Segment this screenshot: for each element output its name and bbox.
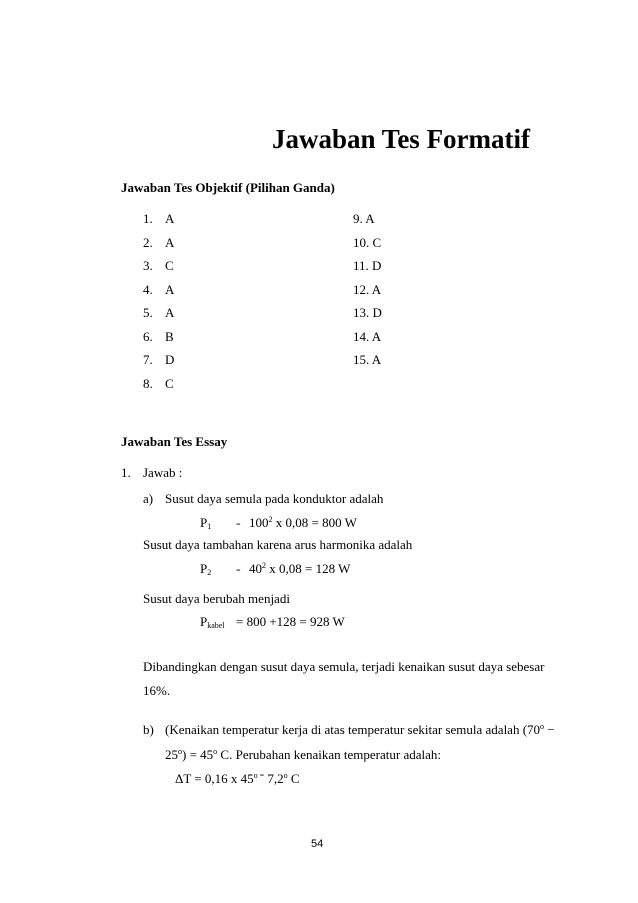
- answer-number: 3.: [143, 258, 153, 273]
- page-title: Jawaban Tes Formatif: [272, 124, 531, 154]
- comparison-line-2: 16%.: [143, 683, 171, 698]
- answer-choice: B: [165, 328, 174, 344]
- answer-choice: A: [165, 211, 175, 226]
- equation-p1-value: $100^2$ x 0,08 = 800 W: [249, 515, 357, 530]
- answer-item: [143, 258, 174, 274]
- answer-item: [143, 376, 174, 392]
- page-number: 54: [311, 838, 324, 850]
- comparison-line-1: Dibandingkan dengan susut daya semula, terjadi kenaikan susut daya sebesar: [143, 659, 545, 674]
- answer-item: 12. A: [353, 281, 382, 297]
- answer-choice: D: [165, 352, 175, 367]
- answer-number: 6.: [143, 328, 153, 344]
- answer-choice: A: [165, 305, 175, 320]
- answer-item: 15. A: [353, 352, 382, 367]
- answer-choice: A: [165, 281, 175, 297]
- equation-p1-symbol: $P_1$: [200, 515, 212, 531]
- answer-item: 9. A: [353, 211, 375, 226]
- answer-item: 13. D: [353, 305, 382, 320]
- additional-loss-text: Susut daya tambahan karena arus harmonika adalah: [143, 537, 413, 552]
- answer-item: [143, 305, 174, 321]
- delta-t-equation: ΔT = 0,16 x $45^{o =}$ 7,2$^o$ C: [175, 771, 300, 786]
- answer-item: [143, 282, 174, 298]
- part-a-label: a): [143, 491, 154, 506]
- answer-choice: C: [165, 375, 174, 391]
- answer-item: 11. D: [353, 258, 382, 273]
- answer-item: 14. A: [353, 328, 382, 344]
- answer-item: [143, 329, 174, 345]
- part-b-line-2: $25^o) = 45^o$ C. Perubahan kenaikan temperatur adalah:: [165, 747, 441, 762]
- answer-number: 5.: [143, 305, 153, 320]
- answer-item: [143, 235, 174, 251]
- part-b-line-1: (Kenaikan temperatur kerja di atas temperatur sekitar semula adalah ($70^o$ −: [165, 722, 555, 737]
- part-b-label: b): [143, 722, 154, 737]
- answer-choice: A: [165, 234, 175, 250]
- answer-choice: C: [165, 258, 174, 273]
- part-a-text: Susut daya semula pada konduktor adalah: [165, 491, 384, 506]
- equation-p2-equals: =: [236, 566, 241, 575]
- answer-number: 8.: [143, 375, 153, 391]
- essay-heading: Jawaban Tes Essay: [121, 434, 228, 449]
- answer-label: Jawab :: [143, 465, 183, 480]
- answer-number: 4.: [143, 281, 153, 297]
- answer-item: [143, 352, 174, 368]
- answer-item: 10. C: [353, 234, 382, 250]
- objective-heading: Jawaban Tes Objektif (Pilihan Ganda): [121, 180, 335, 195]
- equation-pkabel-symbol: $P_{kabel}$: [200, 614, 225, 630]
- equation-pkabel-value: = 800 +128 = 928 W: [236, 614, 345, 629]
- question-number: 1.: [121, 465, 131, 480]
- answer-number: 2.: [143, 234, 153, 250]
- answer-item: [143, 211, 174, 227]
- changed-loss-text: Susut daya berubah menjadi: [143, 591, 290, 606]
- answer-number: 1.: [143, 211, 153, 226]
- answer-number: 7.: [143, 352, 153, 367]
- equation-p2-symbol: $P_2$: [200, 561, 212, 577]
- equation-p2-value: $40^2$ x 0,08 = 128 W: [249, 561, 351, 576]
- equation-p1-equals: =: [236, 520, 241, 529]
